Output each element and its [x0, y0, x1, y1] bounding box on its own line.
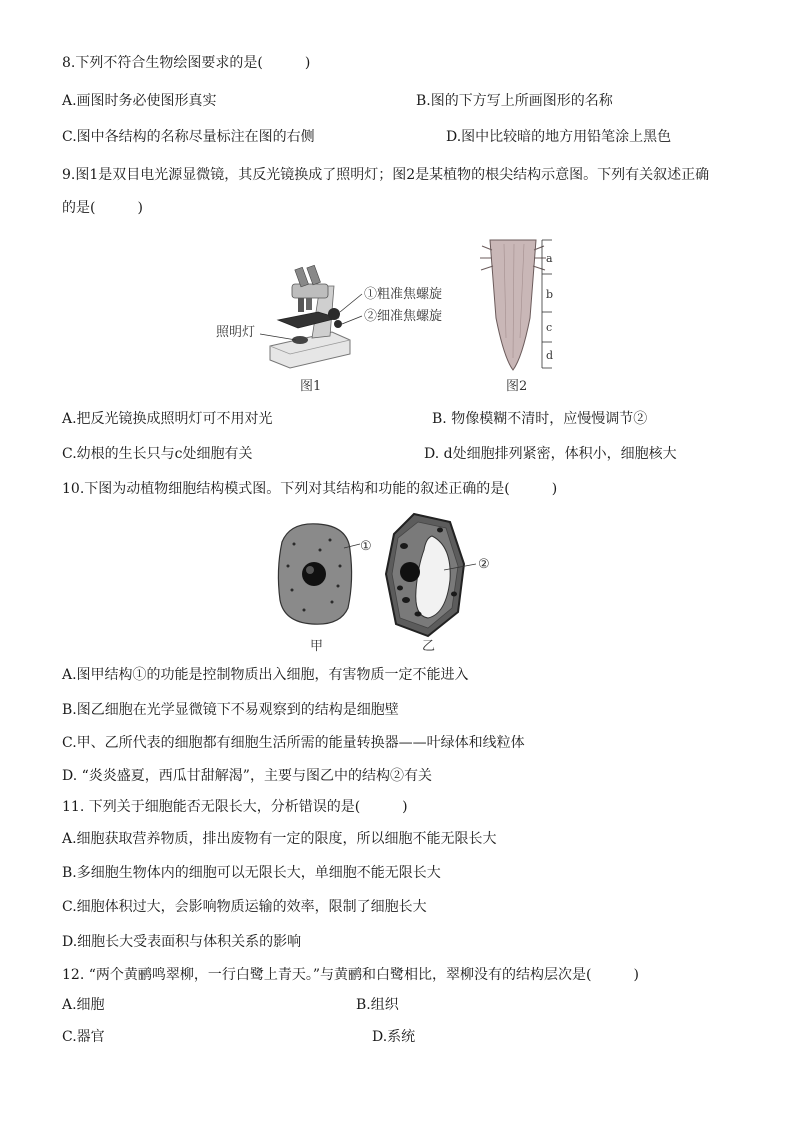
zone-b-label: b	[546, 288, 554, 301]
question-8-option-d[interactable]: D.图中比较暗的地方用铅笔涂上黑色	[446, 129, 672, 145]
lamp-label: 照明灯	[216, 325, 256, 340]
figure-1-caption: 图1	[300, 379, 322, 394]
question-10-option-d[interactable]: D. “炎炎盛夏，西瓜甘甜解渴”，主要与图乙中的结构②有关	[62, 768, 432, 784]
question-10-option-c[interactable]: C.甲、乙所代表的细胞都有细胞生活所需的能量转换器——叶绿体和线粒体	[62, 735, 525, 751]
question-10-figure	[268, 510, 528, 655]
cell-yi-caption: 乙	[422, 639, 436, 654]
question-9-option-b[interactable]: B. 物像模糊不清时，应慢慢调节②	[432, 411, 648, 427]
plant-cell-illustration	[386, 514, 476, 636]
figure-2-caption: 图2	[506, 379, 528, 394]
question-8-option-c[interactable]: C.图中各结构的名称尽量标注在图的右侧	[62, 129, 315, 145]
cell-jia-caption: 甲	[310, 639, 324, 654]
question-9-stem-line-1: 9.图1是双目电光源显微镜，其反光镜换成了照明灯；图2是某植物的根尖结构示意图。下列有关叙述正确	[62, 167, 710, 183]
marker-1-label: ①	[360, 539, 372, 554]
question-9-stem-line-2: 的是( )	[62, 200, 143, 216]
question-12-option-b[interactable]: B.组织	[356, 997, 399, 1013]
question-8-option-a[interactable]: A.画图时务必使图形真实	[62, 93, 217, 109]
question-11-stem: 11. 下列关于细胞能否无限长大，分析错误的是( )	[62, 799, 408, 815]
question-11-option-c[interactable]: C.细胞体积过大，会影响物质运输的效率，限制了细胞长大	[62, 899, 427, 915]
question-8-stem: 8.下列不符合生物绘图要求的是( )	[62, 55, 311, 71]
fine-adjustment-label: ②细准焦螺旋	[364, 309, 443, 324]
question-11-option-a[interactable]: A.细胞获取营养物质，排出废物有一定的限度，所以细胞不能无限长大	[62, 831, 497, 847]
coarse-adjustment-label: ①粗准焦螺旋	[364, 287, 443, 302]
microscope-illustration	[260, 265, 362, 368]
question-9-option-c[interactable]: C.幼根的生长只与c处细胞有关	[62, 446, 253, 462]
question-12-option-d[interactable]: D.系统	[372, 1029, 416, 1045]
animal-cell-illustration	[278, 524, 360, 624]
question-9-option-a[interactable]: A.把反光镜换成照明灯可不用对光	[62, 411, 273, 427]
question-10-option-b[interactable]: B.图乙细胞在光学显微镜下不易观察到的结构是细胞壁	[62, 702, 399, 718]
question-12-option-c[interactable]: C.器官	[62, 1029, 105, 1045]
question-9-option-d[interactable]: D. d处细胞排列紧密，体积小，细胞核大	[424, 446, 677, 462]
question-11-option-b[interactable]: B.多细胞生物体内的细胞可以无限长大，单细胞不能无限长大	[62, 865, 441, 881]
zone-c-label: c	[546, 321, 553, 334]
question-12-option-a[interactable]: A.细胞	[62, 997, 105, 1013]
question-9-figure	[200, 228, 600, 398]
question-12-stem: 12. “两个黄鹂鸣翠柳，一行白鹭上青天。”与黄鹂和白鹭相比，翠柳没有的结构层次是( )	[62, 967, 639, 983]
question-10-option-a[interactable]: A.图甲结构①的功能是控制物质出入细胞，有害物质一定不能进入	[62, 667, 469, 683]
root-tip-illustration	[480, 240, 552, 370]
zone-a-label: a	[546, 252, 553, 265]
question-10-stem: 10.下图为动植物细胞结构模式图。下列对其结构和功能的叙述正确的是( )	[62, 481, 558, 497]
zone-d-label: d	[546, 349, 554, 362]
question-8-option-b[interactable]: B.图的下方写上所画图形的名称	[416, 93, 613, 109]
question-11-option-d[interactable]: D.细胞长大受表面积与体积关系的影响	[62, 934, 302, 950]
marker-2-label: ②	[478, 557, 490, 572]
